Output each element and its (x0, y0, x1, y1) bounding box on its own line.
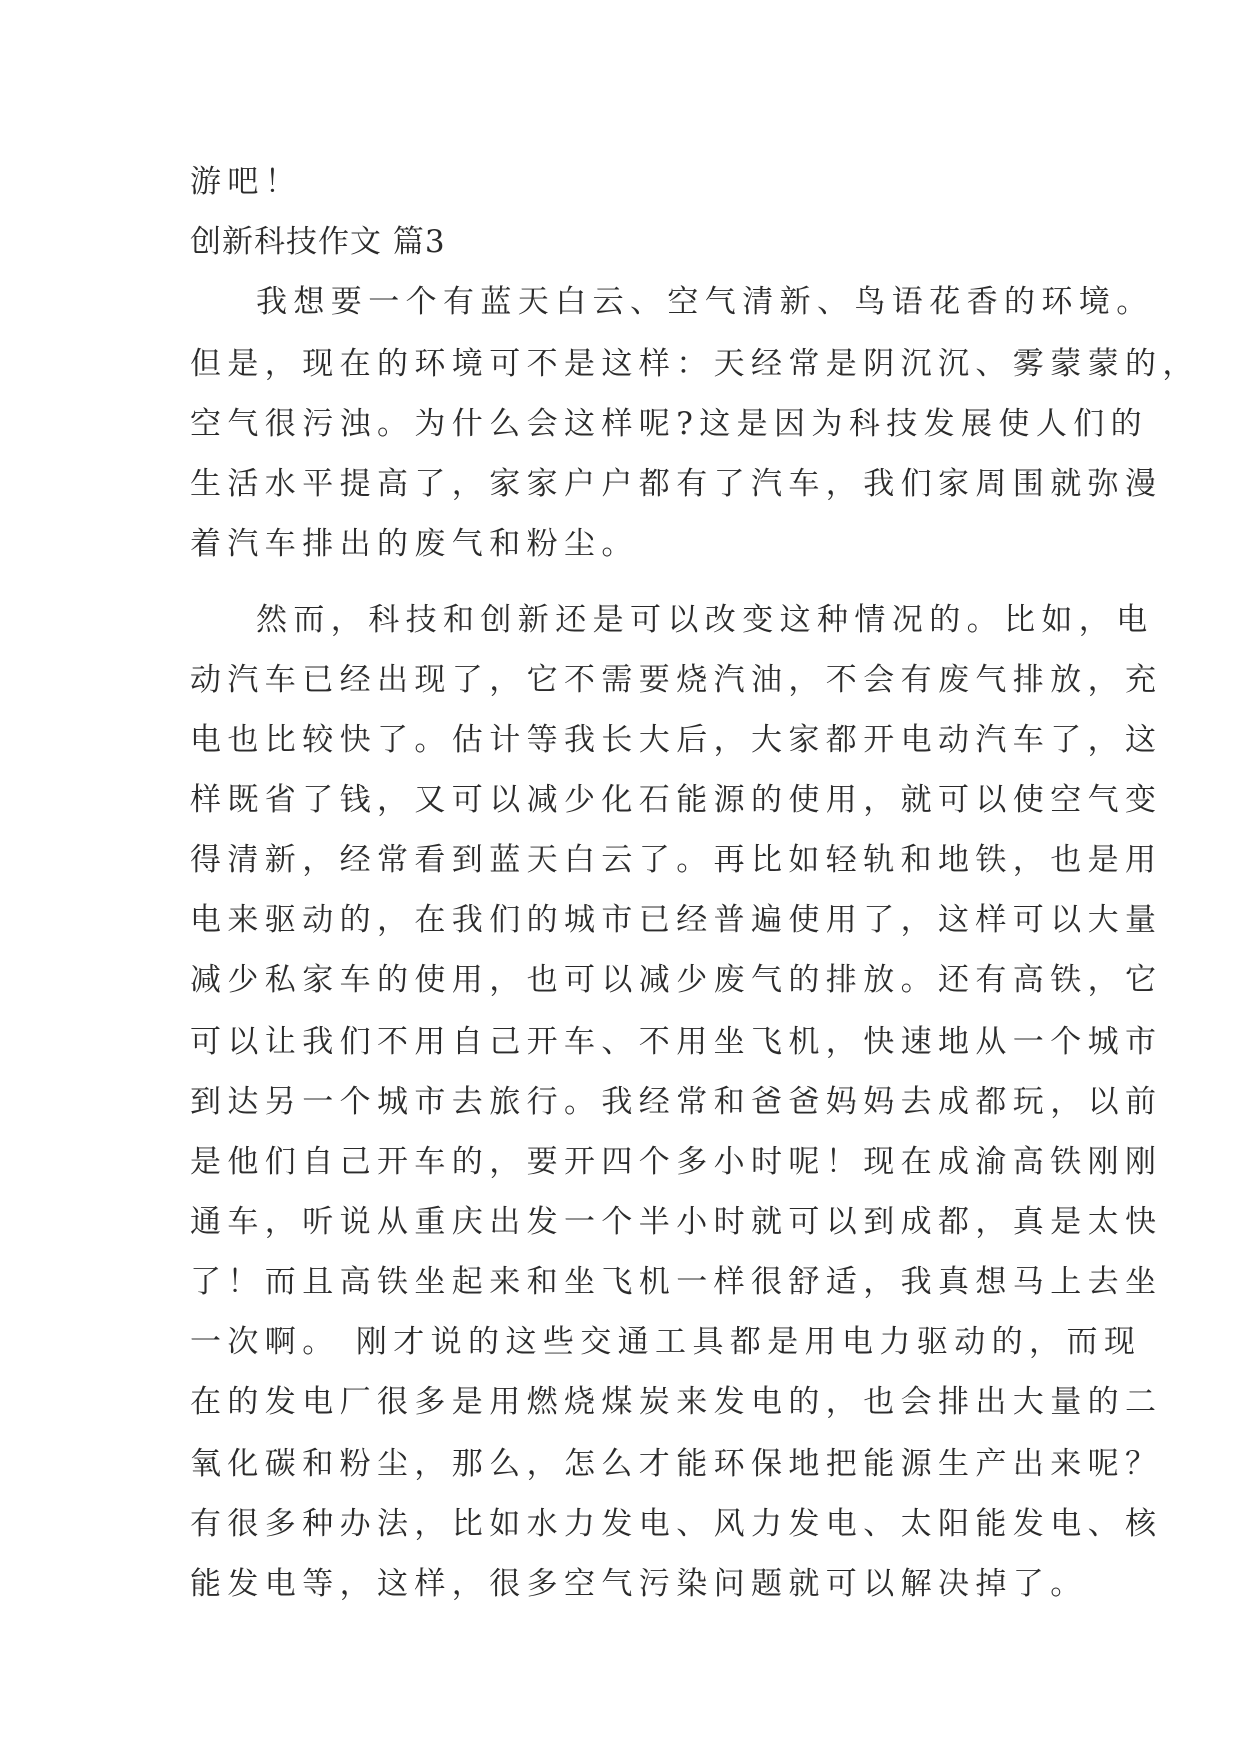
paragraph-line: 可以让我们不用自己开车、不用坐飞机，快速地从一个城市 (190, 1024, 1163, 1060)
paragraph-line: 然而，科技和创新还是可以改变这种情况的。比如，电 (256, 602, 1154, 638)
paragraph-line: 得清新，经常看到蓝天白云了。再比如轻轨和地铁，也是用 (190, 842, 1163, 878)
paragraph-line: 能发电等，这样，很多空气污染问题就可以解决掉了。 (190, 1566, 1088, 1602)
paragraph-line: 空气很污浊。为什么会这样呢?这是因为科技发展使人们的 (190, 406, 1149, 442)
paragraph-line: 动汽车已经出现了，它不需要烧汽油，不会有废气排放，充 (190, 662, 1163, 698)
paragraph-line: 是他们自己开车的，要开四个多小时呢！现在成渝高铁刚刚 (190, 1144, 1163, 1180)
paragraph-line: 但是，现在的环境可不是这样：天经常是阴沉沉、雾蒙蒙的， (190, 346, 1200, 382)
section-heading: 创新科技作文 篇3 (190, 224, 446, 260)
paragraph-line: 电也比较快了。估计等我长大后，大家都开电动汽车了，这 (190, 722, 1163, 758)
paragraph-line: 生活水平提高了，家家户户都有了汽车，我们家周围就弥漫 (190, 466, 1163, 502)
paragraph-line: 着汽车排出的废气和粉尘。 (190, 526, 639, 562)
paragraph-line: 到达另一个城市去旅行。我经常和爸爸妈妈去成都玩，以前 (190, 1084, 1163, 1120)
paragraph-line: 减少私家车的使用，也可以减少废气的排放。还有高铁，它 (190, 962, 1163, 998)
continuation-line: 游吧！ (190, 164, 303, 200)
paragraph-line: 了！而且高铁坐起来和坐飞机一样很舒适，我真想马上去坐 (190, 1264, 1163, 1300)
paragraph-line: 有很多种办法，比如水力发电、风力发电、太阳能发电、核 (190, 1506, 1163, 1542)
paragraph-line: 电来驱动的，在我们的城市已经普遍使用了，这样可以大量 (190, 902, 1163, 938)
paragraph-line: 在的发电厂很多是用燃烧煤炭来发电的，也会排出大量的二 (190, 1384, 1163, 1420)
paragraph-line: 我想要一个有蓝天白云、空气清新、鸟语花香的环境。 (256, 284, 1154, 320)
paragraph-line: 样既省了钱，又可以减少化石能源的使用，就可以使空气变 (190, 782, 1163, 818)
paragraph-line: 通车，听说从重庆出发一个半小时就可以到成都，真是太快 (190, 1204, 1163, 1240)
paragraph-line: 氧化碳和粉尘，那么，怎么才能环保地把能源生产出来呢？ (190, 1446, 1163, 1482)
paragraph-line: 一次啊。 刚才说的这些交通工具都是用电力驱动的，而现 (190, 1324, 1142, 1360)
